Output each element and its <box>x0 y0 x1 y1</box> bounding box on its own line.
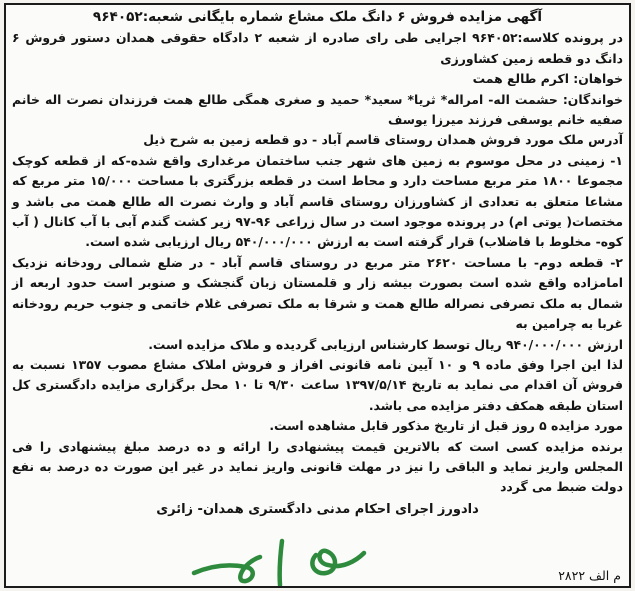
notice-paragraph-plaintiff: خواهان: اکرم طالع همت <box>472 71 623 87</box>
notice-paragraph-viewing: مورد مزایده ۵ روز قبل از تاریخ مذکور قابل مشاهده است. <box>269 418 623 434</box>
notice-paragraph-case: در پرونده کلاسه:۹۶۴۰۵۲ اجرایی طی رای صادره از شعبه ۲ دادگاه حقوقی همدان دستور فروش ۶ دانگ دو قطعه زمین کشاورزی <box>12 30 623 66</box>
document-number: م الف ۲۸۲۲ <box>558 568 621 583</box>
notice-paragraph-parcel-two: ۲- قطعه دوم- با مساحت ۲۶۲۰ متر مربع در روستای قاسم آباد - در ضلع شمالی رودخانه نزدیک امامزاده واقع شده است بصورت بیشه زار و قلمستان زبان گنجشک و صنوبر است حدود اربعه از شمال به ملک تصرفی نصراله طالع همت و شرقا به ملک تصرفی غلام خاتمی و جنوب حریم رودخانه غربا به چرامین به <box>12 254 623 332</box>
notice-body <box>12 7 623 520</box>
notice-paragraph-address: آدرس ملک مورد فروش همدان روستای قاسم آباد - دو قطعه زمین به شرح ذیل <box>143 132 623 148</box>
newspaper-notice-clipping <box>4 3 631 588</box>
notice-paragraph-valuation: ارزش ۹۴۰/۰۰۰/۰۰۰ ریال توسط کارشناس ارزیابی گردیده و ملاک مزایده است. <box>148 336 623 352</box>
notice-paragraph-winner-terms: برنده مزایده کسی است که بالاترین قیمت پیشنهادی را ارائه و ده درصد مبلغ پیشنهادی را فی المجلس واریز نماید و الباقی را نیز در مهلت قانونی واریز نماید در غیر این صورت ده درصد به نفع دولت ضبط می گردد <box>12 438 623 495</box>
notice-paragraph-auction-date: لذا این اجرا وفق ماده ۹ و ۱۰ آیین نامه قانونی افراز و فروش املاک مشاع مصوب ۱۳۵۷ نسبت به فروش آن اقدام می نماید به تاریخ ۱۳۹۷/۵/۱۴ ساعت ۹/۳۰ تا ۱۰ محل برگزاری مزایده دادگستری کل استان طبقه همکف دفتر مزایده می باشد. <box>12 356 624 413</box>
handwritten-number-mark <box>186 533 426 588</box>
notice-paragraph-defendants: خواندگان: حشمت اله- امراله* ثریا* سعید* حمید و صغری همگی طالع همت فرزندان نصرت اله خانم صفیه خانم یوسفی فرزند میرزا یوسف <box>12 91 623 128</box>
notice-paragraph-parcel-one: ۱- زمینی در محل موسوم به زمین های شهر جنب ساختمان مرغداری واقع شده-که از قطعه کوچک مجموعا ۱۸۰۰ متر مربع مساحت دارد و محاط است در قطعه بزرگتری با مساحت ۱۵/۰۰۰ متر مربع که مشاعا متعلق به تعدادی از کشاورزان روستای قاسم آباد و وارث نصرت اله طالع همت می باشد و مختصات( یوتی ام) در پرونده موجود است در سال زراعی ۹۶-۹۷ زیر کشت گندم آبی با آب کانال ( آب کوه- مخلوط با فاضلاب) قرار گرفته است به ارزش ۵۴۰/۰۰۰/۰۰۰ ریال ارزیابی شده است. <box>12 152 623 250</box>
notice-title: آگهی مزایده فروش ۶ دانگ ملک مشاع شماره بایگانی شعبه:۹۶۴۰۵۲ <box>92 9 543 25</box>
notice-signature: دادورز اجرای احکام مدنی دادگستری همدان- زائری <box>156 501 479 517</box>
